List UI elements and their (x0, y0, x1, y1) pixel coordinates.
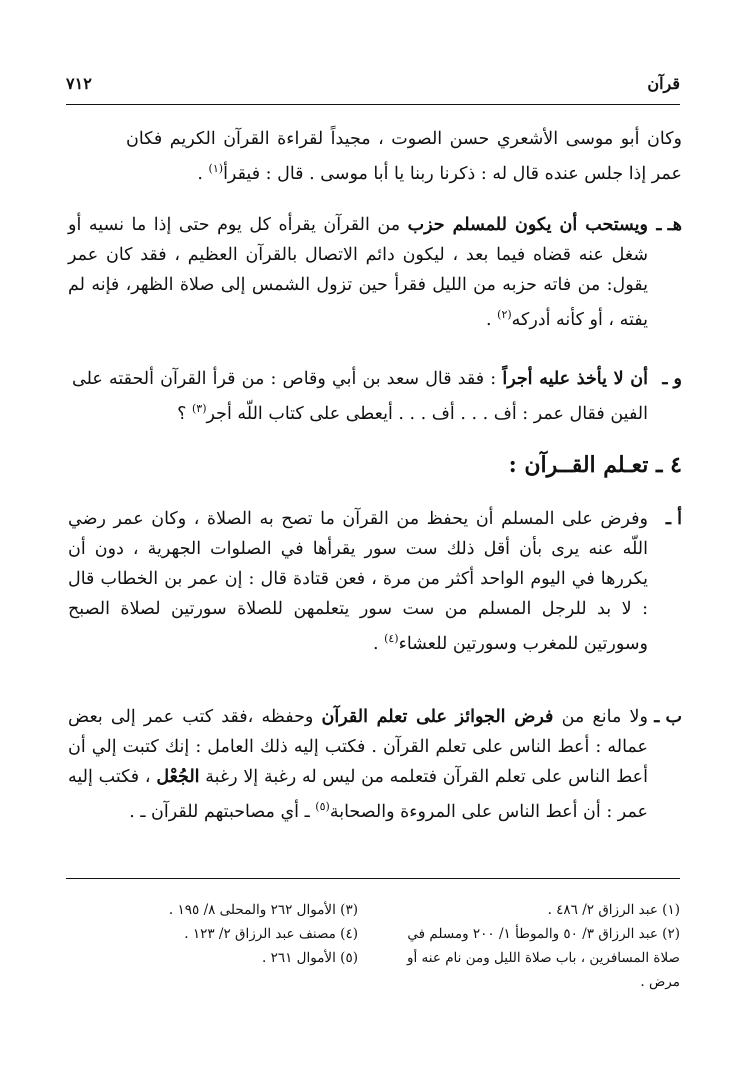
w-text: : فقد قال سعد بن أبي وقاص : من قرأ القرآن ألحقته على الفين فقال عمر : أف . . . أف . . . أيعطى على كتاب اللّه أجر (72, 369, 648, 424)
footnote-4: (٤) مصنف عبد الرزاق ٢/ ١٢٣ . (184, 926, 358, 942)
h-bold: ويستحب أن يكون للمسلم حزب (407, 215, 648, 235)
b-bold: فرض الجوائز على تعلم القرآن (321, 707, 554, 727)
paragraph-a (68, 504, 682, 659)
footnotes-right (380, 898, 680, 994)
a-end: . (372, 634, 385, 654)
header-rule (66, 104, 680, 105)
page-header (66, 74, 680, 98)
footnote-2: (٢) عبد الرزاق ٣/ ٥٠ والموطأ ١/ ٢٠٠ ومسلم في صلاة المسافرين ، باب صلاة الليل ومن نام عنه أو مرض . (406, 926, 680, 990)
item-label-w: و ـ (662, 369, 682, 389)
b-end: ـ أي مصاحبتهم للقرآن ـ . (129, 802, 316, 822)
paragraph-intro (126, 124, 682, 189)
intro-text: وكان أبو موسى الأشعري حسن الصوت ، مجيداً لقراءة القرآن الكريم فكان عمر إذا جلس عنده قال له : ذكرنا ربنا يا أبا موسى . قال : فيقرأ (126, 129, 682, 184)
a-text: وفرض على المسلم أن يحفظ من القرآن ما تصح به الصلاة ، وكان عمر رضي اللّه عنه يرى بأن أقل ذلك ست سور يقرأها في الصلوات الجهرية ، دون أن يكررها في اليوم الواحد أكثر من مرة ، فعن قتادة قال : إن عمر بن الخطاب قال : لا بد للرجل المسلم من ست سور يتعلمهن للصلاة سورتين لصلاة الصبح وسورتين للمغرب وسورتين للعشاء (68, 509, 648, 654)
item-label-h: هـ ـ (656, 215, 682, 235)
b-text2: ، فكتب إليه عمر : أن أعط الناس على المروءة والصحابة (68, 767, 648, 822)
paragraph-w (72, 364, 682, 429)
footnote-5: (٥) الأموال ٢٦١ . (262, 950, 358, 966)
item-label-b: ب ـ (654, 707, 682, 727)
h-end: . (486, 310, 498, 330)
page-number: ٧١٢ (66, 74, 92, 93)
w-end: ؟ (177, 404, 192, 424)
footnote-3: (٣) الأموال ٢٦٢ والمحلى ٨/ ١٩٥ . (168, 902, 358, 918)
paragraph-b (68, 702, 682, 827)
footnote-ref-3: (٣) (192, 402, 207, 415)
footnote-ref-1: (١) (208, 162, 224, 175)
b-text: وحفظه ،فقد كتب عمر إلى بعض عماله : أعط الناس على تعلم القرآن . فكتب إليه ذلك العامل : إنك كتبت إلي أن أعط الناس على تعلم القرآن فتعلمه من ليس له رغبة إلا رغبة (68, 707, 648, 787)
footnote-1: (١) عبد الرزاق ٢/ ٤٨٦ . (547, 902, 680, 918)
b-pre: ولا مانع من (553, 707, 648, 727)
running-title: قرآن (647, 74, 680, 93)
w-bold: أن لا يأخذ عليه أجراً (502, 369, 648, 389)
b-bold-jul: الجُعْل (156, 767, 200, 787)
h-text: من القرآن يقرأه كل يوم حتى إذا ما نسيه أو شغل عنه قضاه فيما بعد ، ليكون دائم الاتصال بالقرآن العظيم ، فقد كان عمر يقول: من فاته حزبه من الليل فقرأ حين تزول الشمس إلى صلاة الظهر، فإنه لم يفته ، أو كأنه أدركه (68, 215, 648, 330)
footnote-ref-4: (٤) (384, 632, 399, 645)
footnotes-left (98, 898, 358, 970)
footnote-ref-5: (٥) (315, 800, 330, 813)
footnote-rule (66, 878, 680, 879)
intro-end: . (197, 164, 209, 184)
item-label-a: أ ـ (665, 509, 682, 529)
footnote-ref-2: (٢) (497, 308, 512, 321)
paragraph-h (68, 210, 682, 335)
section-heading: ٤ ـ تعـلم القــرآن : (508, 452, 682, 478)
